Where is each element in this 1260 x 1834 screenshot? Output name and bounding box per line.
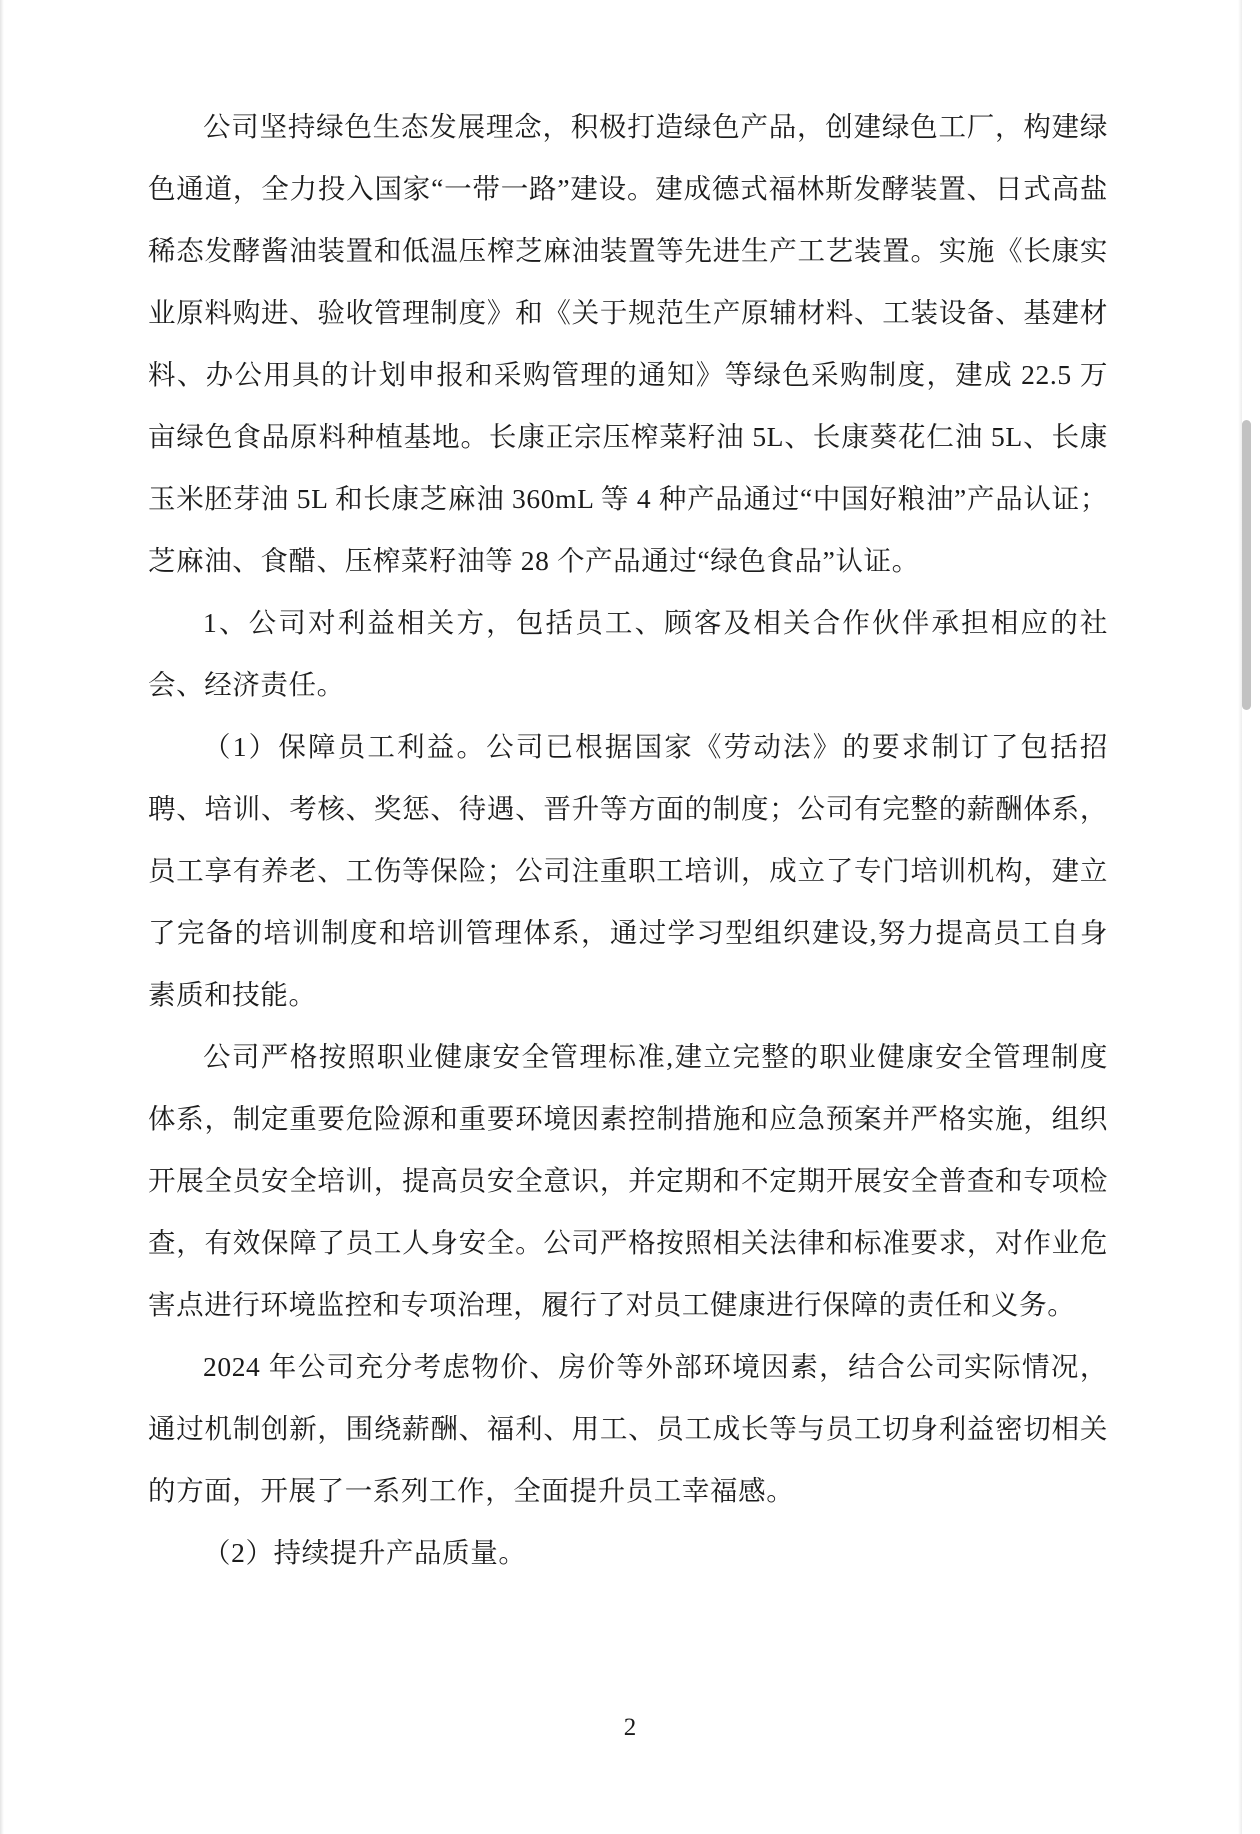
document-text-body	[148, 96, 1108, 1584]
paragraph: 公司严格按照职业健康安全管理标准,建立完整的职业健康安全管理制度体系，制定重要危险源和重要环境因素控制措施和应急预案并严格实施，组织开展全员安全培训，提高员安全意识，并定期和不定期开展安全普查和专项检查，有效保障了员工人身安全。公司严格按照相关法律和标准要求，对作业危害点进行环境监控和专项治理，履行了对员工健康进行保障的责任和义务。	[148, 1041, 1108, 1320]
paragraph: （1）保障员工利益。公司已根据国家《劳动法》的要求制订了包括招聘、培训、考核、奖惩、待遇、晋升等方面的制度；公司有完整的薪酬体系，员工享有养老、工伤等保险；公司注重职工培训，成立了专门培训机构，建立了完备的培训制度和培训管理体系，通过学习型组织建设,努力提高员工自身素质和技能。	[148, 731, 1108, 1010]
paragraph: （2）持续提升产品质量。	[203, 1537, 527, 1568]
page-left-edge-shadow	[0, 0, 4, 1834]
paragraph: 2024 年公司充分考虑物价、房价等外部环境因素，结合公司实际情况，通过机制创新，围绕薪酬、福利、用工、员工成长等与员工切身利益密切相关的方面，开展了一系列工作，全面提升员工幸福感。	[148, 1351, 1108, 1506]
vertical-scrollbar-track[interactable]	[1244, 0, 1256, 1834]
paragraph: 公司坚持绿色生态发展理念，积极打造绿色产品，创建绿色工厂，构建绿色通道，全力投入国家“一带一路”建设。建成德式福林斯发酵装置、日式高盐稀态发酵酱油装置和低温压榨芝麻油装置等先进生产工艺装置。实施《长康实业原料购进、验收管理制度》和《关于规范生产原辅材料、工装设备、基建材料、办公用具的计划申报和采购管理的通知》等绿色采购制度，建成 22.5 万亩绿色食品原料种植基地。长康正宗压榨菜籽油 5L、长康葵花仁油 5L、长康玉米胚芽油 5L 和长康芝麻油 360mL 等 4 种产品通过“中国好粮油”产品认证；芝麻油、食醋、压榨菜籽油等 28 个产品通过“绿色食品”认证。	[148, 111, 1108, 576]
vertical-scrollbar-thumb[interactable]	[1242, 420, 1251, 710]
paragraph: 1、公司对利益相关方，包括员工、顾客及相关合作伙伴承担相应的社会、经济责任。	[148, 607, 1108, 700]
page-number: 2	[623, 1714, 637, 1741]
page-right-edge-shadow	[1238, 0, 1242, 1834]
